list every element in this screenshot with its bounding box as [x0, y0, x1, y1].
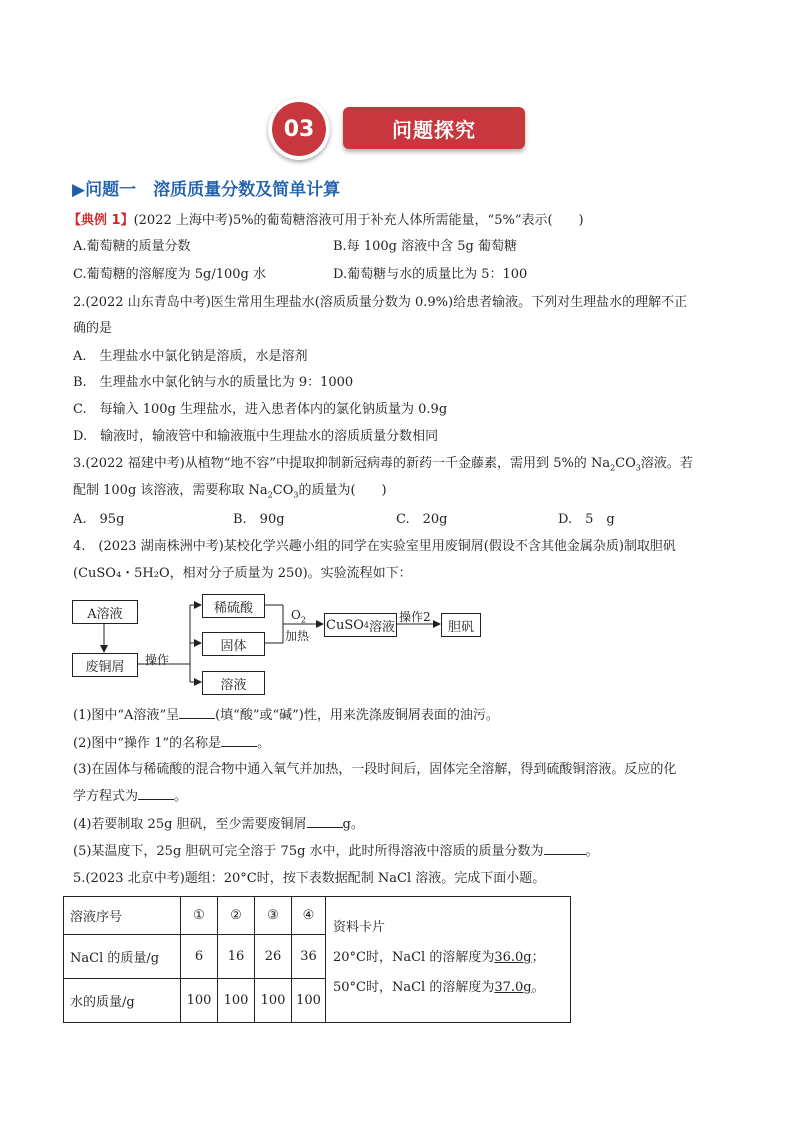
flow-label-op2: 操作2	[399, 610, 431, 624]
q4-text: 学方程式为	[73, 789, 139, 804]
q4-text: (4)若要制取 25g 胆矾，至少需要废铜屑	[73, 817, 307, 832]
answer-blank[interactable]	[138, 787, 174, 800]
flow-box-waste-copper: 废铜屑	[72, 653, 138, 677]
q4-stem-line2: (CuSO₄・5H₂O，相对分子质量为 250)。实验流程如下：	[73, 566, 412, 581]
q4-text: 。	[257, 736, 271, 751]
q1-stem: (2022 上海中考)5%的葡萄糖溶液可用于补充人体所需能量，“5%”表示( )	[133, 213, 584, 228]
example-tag: 【典例 1】	[68, 213, 134, 228]
q4-text: (5)某温度下，25g 胆矾可完全溶于 75g 水中，此时所得溶液中溶质的质量分数为	[73, 844, 544, 859]
table-cell: NaCl 的质量/g	[64, 935, 181, 979]
table-header-cell: 溶液序号	[64, 897, 181, 935]
q4-sub4	[73, 815, 364, 834]
card-text: ；	[531, 950, 545, 965]
flow-text: CuSO	[326, 617, 364, 633]
flow-box-a-solution: A溶液	[72, 600, 138, 624]
q4-text: (1)图中“A溶液”呈	[73, 708, 180, 723]
info-card	[333, 913, 545, 1003]
q3-option-a: A. 95g	[73, 512, 125, 527]
q1-option-a: A.葡萄糖的质量分数	[73, 239, 191, 254]
q3-text: 的质量为( )	[298, 483, 387, 498]
subscript: 2	[300, 615, 306, 625]
q2-stem-line1: 2.(2022 山东青岛中考)医生常用生理盐水(溶质质量分数为 0.9%)给患者输液。下列对生理盐水的理解不正	[73, 295, 688, 310]
card-text: 。	[531, 980, 545, 995]
card-value: 37.0g	[494, 980, 532, 995]
subscript: 3	[635, 463, 641, 473]
answer-blank[interactable]	[221, 734, 257, 747]
q4-text: 。	[585, 844, 599, 859]
table-header-cell: ②	[218, 897, 255, 935]
subscript: 3	[293, 490, 299, 500]
q4-sub3-line2	[73, 787, 187, 806]
q2-option-a: A. 生理盐水中氯化钠是溶质，水是溶剂	[73, 349, 308, 364]
flow-text: 溶液	[368, 619, 395, 635]
q4-text: g。	[342, 817, 364, 832]
table-cell: 26	[255, 935, 292, 979]
table-header-cell: ①	[181, 897, 218, 935]
card-text: 20°C时，NaCl 的溶解度为	[333, 950, 495, 965]
flow-text: O	[291, 608, 301, 622]
flow-label-o2	[291, 608, 306, 624]
flow-label-op1: 操作	[145, 653, 170, 667]
table-cell: 6	[181, 935, 218, 979]
subscript: 2	[267, 490, 273, 500]
q4-stem-line1: 4. (2023 湖南株洲中考)某校化学兴趣小组的同学在实验室里用废铜屑(假设不含其他金属杂质)制取胆矾	[73, 539, 676, 554]
table-cell: 100	[218, 979, 255, 1023]
q3-option-c: C. 20g	[396, 512, 448, 527]
q4-text: (2)图中“操作 1”的名称是	[73, 736, 222, 751]
q3-text: CO	[615, 456, 636, 471]
q4-text: (填“酸”或“碱”)性，用来洗涤废铜屑表面的油污。	[215, 708, 499, 723]
section-title: ▶问题一 溶质质量分数及简单计算	[72, 180, 341, 200]
q4-sub3-line1: (3)在固体与稀硫酸的混合物中通入氧气并加热，一段时间后，固体完全溶解，得到硫酸铜溶液。反应的化	[73, 762, 677, 777]
q2-option-d: D. 输液时，输液管中和输液瓶中生理盐水的溶质质量分数相同	[73, 429, 439, 444]
table-header-cell: ④	[292, 897, 326, 935]
q2-option-c: C. 每输入 100g 生理盐水，进入患者体内的氯化钠质量为 0.9g	[73, 402, 448, 417]
answer-blank[interactable]	[179, 706, 215, 719]
flow-label-heat: 加热	[285, 629, 310, 643]
section-number: 03	[272, 102, 326, 156]
q1-option-b: B.每 100g 溶液中含 5g 葡萄糖	[333, 239, 517, 254]
info-card-line1	[333, 943, 545, 973]
answer-blank[interactable]	[307, 815, 343, 828]
info-card-title: 资料卡片	[333, 920, 386, 935]
flow-box-solution: 溶液	[202, 671, 265, 695]
q3-option-d: D. 5 g	[558, 512, 615, 527]
subscript: 2	[610, 463, 616, 473]
q1-option-c: C.葡萄糖的溶解度为 5g/100g 水	[73, 267, 266, 282]
q5-stem: 5.(2023 北京中考)题组：20°C时，按下表数据配制 NaCl 溶液。完成下面小题。	[73, 871, 546, 886]
q3-option-b: B. 90g	[233, 512, 285, 527]
q3-text: 3.(2022 福建中考)从植物“地不容”中提取抑制新冠病毒的新药一千金藤素，需用到 5%的 Na	[73, 456, 611, 471]
q2-option-b: B. 生理盐水中氯化钠与水的质量比为 9：1000	[73, 375, 354, 390]
info-card-line2	[333, 973, 545, 1003]
card-value: 36.0g	[494, 950, 532, 965]
table-header-cell: ③	[255, 897, 292, 935]
subscript: 4	[363, 620, 369, 630]
table-cell: 100	[292, 979, 326, 1023]
q4-sub5	[73, 842, 599, 861]
table-cell: 100	[255, 979, 292, 1023]
q3-text: 溶液。若	[640, 456, 693, 471]
q4-text: 。	[174, 789, 188, 804]
q3-text: 配制 100g 该溶液，需要称取 Na	[73, 483, 268, 498]
q3-text: CO	[272, 483, 294, 498]
q2-stem-line2: 确的是	[73, 321, 113, 336]
q1-option-d: D.葡萄糖与水的质量比为 5：100	[333, 267, 528, 282]
flow-box-product: 胆矾	[441, 613, 481, 637]
section-badge-title: 问题探究	[343, 107, 525, 149]
answer-blank[interactable]	[544, 842, 586, 855]
flow-box-cuso4-solution	[324, 613, 397, 637]
flow-box-dilute-acid: 稀硫酸	[202, 594, 265, 618]
flow-box-solid: 固体	[202, 632, 265, 656]
table-cell: 36	[292, 935, 326, 979]
q4-sub1	[73, 706, 499, 725]
table-cell: 100	[181, 979, 218, 1023]
table-cell: 16	[218, 935, 255, 979]
table-cell: 水的质量/g	[64, 979, 181, 1023]
q4-sub2	[73, 734, 270, 753]
card-text: 50°C时，NaCl 的溶解度为	[333, 980, 495, 995]
